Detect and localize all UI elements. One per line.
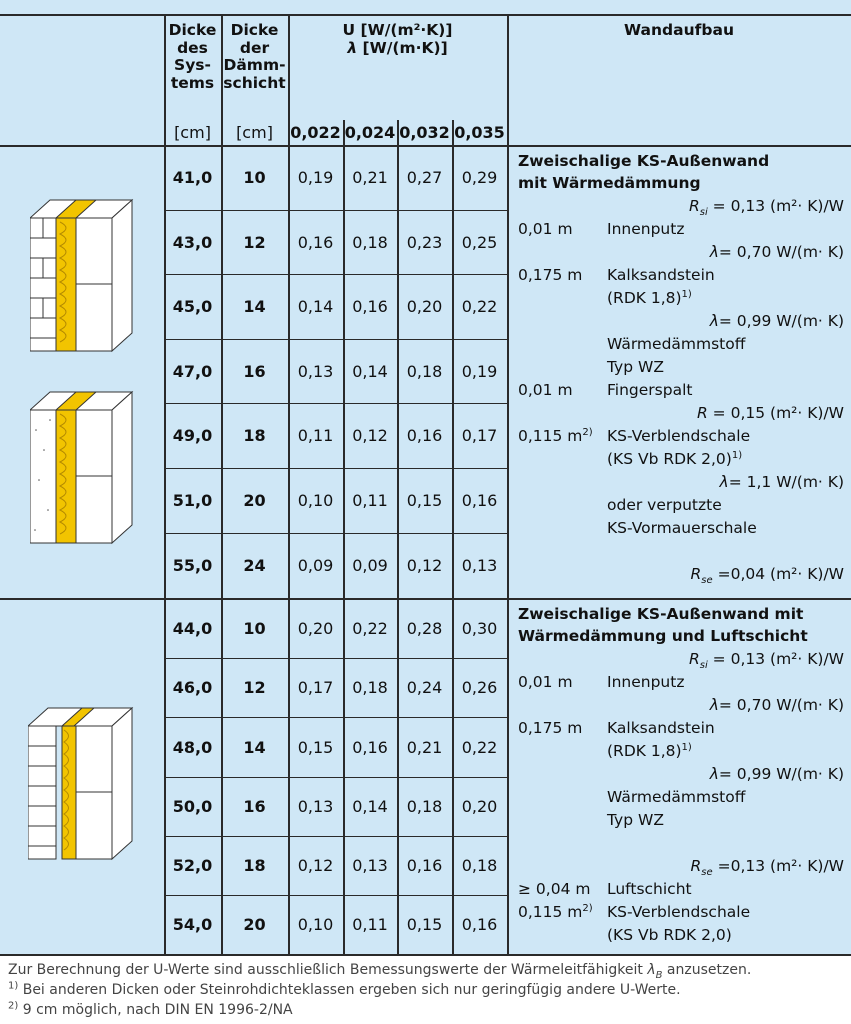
- insulation-thickness-cell: 14: [243, 297, 266, 316]
- u-value-cell: 0,18: [406, 362, 443, 381]
- u-value-cell: 0,16: [461, 491, 498, 510]
- wall-description-2: Zweischalige KS-Außenwand mit Wärmedämmung und Luftschicht $R_{si} = 0,13$ (m²· K)/W 0,01 m Innenputz λ= 0,70 W/(m· K) 0,175 m Kalksandstein (RDK 1,8)$^{1)}$ λ= 0,99 W/(m· K) Wärmedämmstoff Typ WZ $R_{se} =0,13$ (m²· K)/W ≥ 0,04 m Luftschicht 0,115 $m^{2)}$ KS-Verblendschale (KS Vb RDK 2,0): [518, 605, 844, 944]
- u-value-cell: 0,18: [352, 233, 388, 252]
- u-value-cell: 0,09: [297, 556, 334, 575]
- u-value-cell: 0,11: [352, 491, 388, 510]
- insulation-thickness-cell: 14: [243, 738, 266, 757]
- u-value-cell: 0,23: [406, 233, 443, 252]
- u-value-cell: 0,16: [352, 738, 388, 757]
- u-value-cell: 0,15: [406, 491, 443, 510]
- u-value-cell: 0,15: [406, 915, 443, 934]
- insulation-thickness-cell: 16: [243, 797, 266, 816]
- insulation-thickness-cell: 10: [243, 619, 266, 638]
- u-value-cell: 0,10: [297, 491, 334, 510]
- footnotes: [8, 960, 848, 1020]
- u-value-cell: 0,11: [352, 915, 388, 934]
- header-system-thickness: Dicke des Sys- tems: [168, 21, 217, 92]
- u-value-cell: 0,16: [461, 915, 498, 934]
- unit-system: [cm]: [174, 123, 211, 142]
- u-value-cell: 0,20: [461, 797, 498, 816]
- u-value-cell: 0,18: [352, 678, 388, 697]
- wall-description-1: Zweischalige KS-Außenwand mit Wärmedämmung $R_{si} = 0,13$ (m²· K)/W 0,01 m Innenputz λ= 0,70 W/(m· K) 0,175 m Kalksandstein (RDK 1,8)$^{1)}$ λ= 0,99 W/(m· K) Wärmedämmstoff Typ WZ 0,01 m Fingerspalt R = 0,15 (m²· K)/W 0,115 $m^{2)}$ KS-Verblendschale (KS Vb RDK 2,0)$^{1)}$ λ= 1,1 W/(m· K) oder verputzte KS-Vormauerschale $R_{se} =0,04$ (m²· K)/W: [518, 152, 844, 587]
- top-bar: [0, 0, 851, 14]
- u-value-cell: 0,13: [352, 856, 388, 875]
- u-value-cell: 0,14: [297, 297, 334, 316]
- u-value-cell: 0,12: [406, 556, 443, 575]
- insulation-thickness-cell: 18: [243, 426, 266, 445]
- u-value-cell: 0,13: [461, 556, 498, 575]
- system-thickness-cell: 48,0: [172, 738, 213, 757]
- u-value-cell: 0,24: [406, 678, 443, 697]
- footnote-general: Zur Berechnung der U-Werte sind ausschließlich Bemessungswerte der Wärmeleitfähigkeit $\lambda_B$ anzusetzen.: [8, 962, 752, 981]
- u-value-cell: 0,12: [297, 856, 334, 875]
- system-thickness-cell: 54,0: [172, 915, 213, 934]
- system-thickness-cell: 55,0: [172, 556, 213, 575]
- header-insulation-thickness: Dicke der Dämm- schicht: [223, 21, 286, 92]
- u-value-cell: 0,13: [297, 797, 334, 816]
- u-value-cell: 0,27: [406, 168, 443, 187]
- u-value-cell: 0,25: [461, 233, 498, 252]
- insulation-thickness-cell: 10: [243, 168, 266, 187]
- u-value-cell: 0,10: [297, 915, 334, 934]
- header-u-value: U [W/(m²·K)] λ [W/(m·K)]: [342, 21, 453, 57]
- system-thickness-cell: 43,0: [172, 233, 213, 252]
- insulation-thickness-cell: 20: [243, 491, 266, 510]
- insulation-thickness-cell: 12: [243, 233, 266, 252]
- insulation-thickness-cell: 18: [243, 856, 266, 875]
- wall-section-illustration-plaster: [30, 198, 142, 353]
- header-wall-construction: Wandaufbau: [624, 21, 734, 39]
- u-value-cell: 0,20: [406, 297, 443, 316]
- u-value-table: [0, 14, 851, 956]
- insulation-thickness-cell: 20: [243, 915, 266, 934]
- system-thickness-cell: 51,0: [172, 491, 213, 510]
- lambda-header: 0,035: [454, 123, 505, 142]
- system-thickness-cell: 50,0: [172, 797, 213, 816]
- u-value-cell: 0,21: [352, 168, 388, 187]
- footnote-2: $^{2)}$ 9 cm möglich, nach DIN EN 1996-2/NA: [8, 1000, 293, 1018]
- u-value-cell: 0,17: [297, 678, 334, 697]
- u-value-cell: 0,30: [461, 619, 498, 638]
- u-value-cell: 0,18: [461, 856, 498, 875]
- u-value-cell: 0,22: [352, 619, 388, 638]
- u-value-cell: 0,16: [352, 297, 388, 316]
- system-thickness-cell: 47,0: [172, 362, 213, 381]
- lambda-header: 0,024: [344, 123, 396, 142]
- system-thickness-cell: 46,0: [172, 678, 213, 697]
- u-value-cell: 0,14: [352, 362, 388, 381]
- system-thickness-cell: 44,0: [172, 619, 213, 638]
- u-value-cell: 0,11: [297, 426, 334, 445]
- u-value-cell: 0,12: [352, 426, 388, 445]
- u-value-cell: 0,20: [297, 619, 334, 638]
- u-value-cell: 0,19: [461, 362, 498, 381]
- insulation-thickness-cell: 16: [243, 362, 266, 381]
- footnote-1: $^{1)}$ Bei anderen Dicken oder Steinrohdichteklassen ergeben sich nur geringfügig andere U-Werte.: [8, 980, 681, 998]
- u-value-cell: 0,17: [461, 426, 498, 445]
- u-value-cell: 0,16: [297, 233, 334, 252]
- u-value-cell: 0,13: [297, 362, 334, 381]
- u-value-cell: 0,22: [461, 738, 498, 757]
- u-value-cell: 0,14: [352, 797, 388, 816]
- unit-insulation: [cm]: [236, 123, 273, 142]
- lambda-header: 0,022: [290, 123, 341, 142]
- system-thickness-cell: 41,0: [172, 168, 213, 187]
- u-value-cell: 0,29: [461, 168, 498, 187]
- u-value-cell: 0,21: [406, 738, 443, 757]
- system-thickness-cell: 45,0: [172, 297, 213, 316]
- u-value-cell: 0,15: [297, 738, 334, 757]
- u-value-cell: 0,18: [406, 797, 443, 816]
- system-thickness-cell: 49,0: [172, 426, 213, 445]
- lambda-header: 0,032: [399, 123, 450, 142]
- insulation-thickness-cell: 24: [243, 556, 266, 575]
- u-value-cell: 0,09: [352, 556, 388, 575]
- wall-section-illustration-facing: [30, 390, 142, 545]
- u-value-cell: 0,22: [461, 297, 498, 316]
- u-value-cell: 0,28: [406, 619, 443, 638]
- system-thickness-cell: 52,0: [172, 856, 213, 875]
- u-value-cell: 0,19: [297, 168, 334, 187]
- u-value-cell: 0,16: [406, 426, 443, 445]
- u-value-cell: 0,26: [461, 678, 498, 697]
- u-value-cell: 0,16: [406, 856, 443, 875]
- insulation-thickness-cell: 12: [243, 678, 266, 697]
- wall-section-illustration-air-gap: [28, 706, 140, 861]
